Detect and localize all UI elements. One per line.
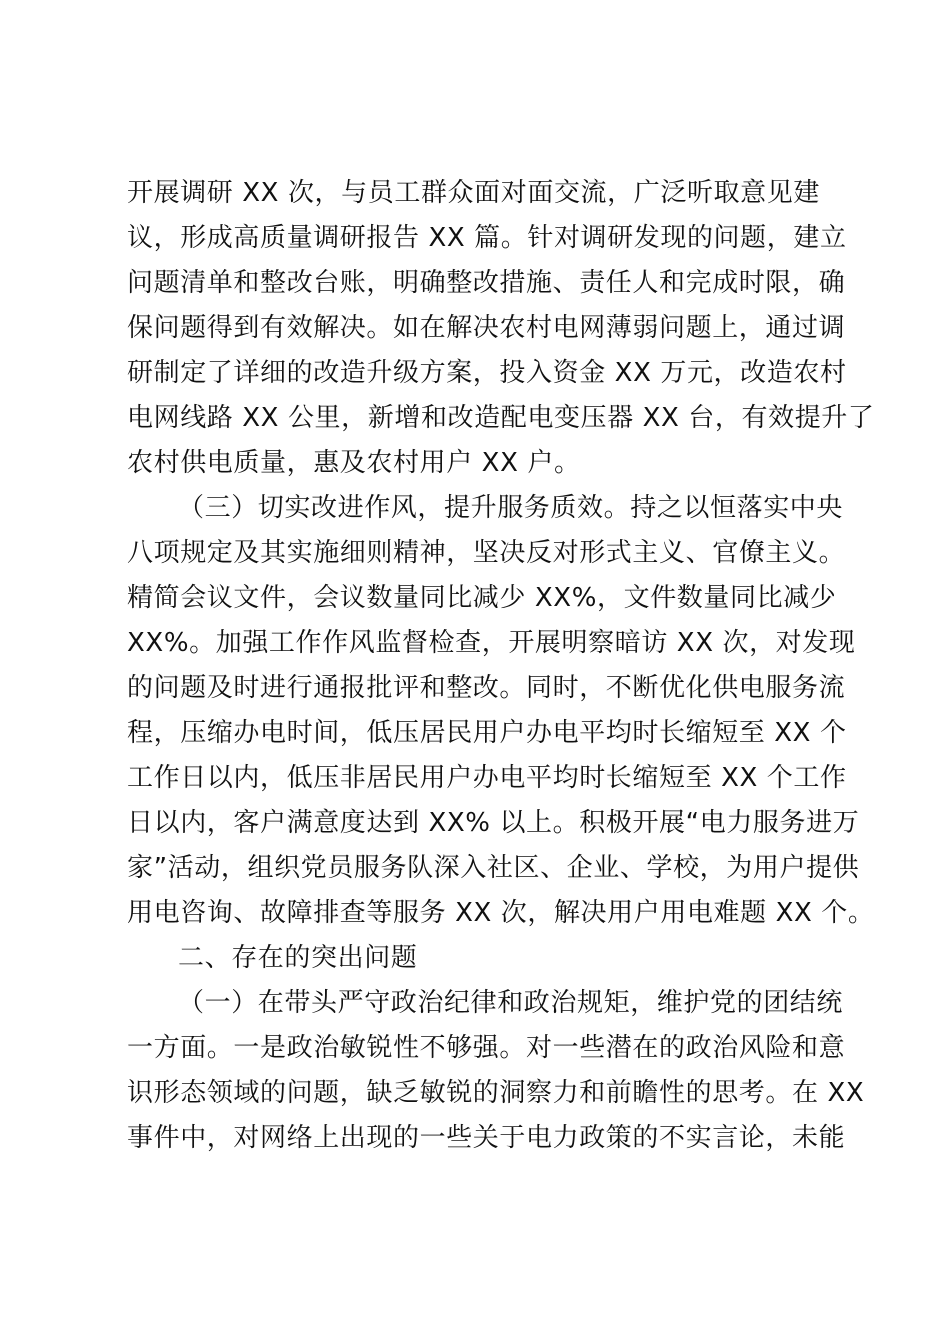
section-heading: 二、存在的突出问题 [178, 943, 418, 973]
text-line: 工作日以内，低压非居民用户办电平均时长缩短至 XX 个工作 [127, 763, 847, 793]
text-line: 研制定了详细的改造升级方案，投入资金 XX 万元，改造农村 [127, 358, 847, 388]
text-line: 农村供电质量，惠及农村用户 XX 户。 [127, 448, 581, 478]
text-line: 八项规定及其实施细则精神，坚决反对形式主义、官僚主义。 [127, 538, 846, 568]
text-line: 日以内，客户满意度达到 XX% 以上。积极开展“电力服务进万 [127, 808, 860, 838]
text-line: 的问题及时进行通报批评和整改。同时，不断优化供电服务流 [127, 673, 846, 703]
text-line: 开展调研 XX 次，与员工群众面对面交流，广泛听取意见建 [127, 178, 820, 208]
text-line: 一方面。一是政治敏锐性不够强。对一些潜在的政治风险和意 [127, 1033, 846, 1063]
text-line: 用电咨询、故障排查等服务 XX 次，解决用户用电难题 XX 个。 [127, 898, 875, 928]
text-line: 电网线路 XX 公里，新增和改造配电变压器 XX 台，有效提升了 [127, 403, 875, 433]
text-line: XX%。加强工作作风监督检查，开展明察暗访 XX 次，对发现 [127, 628, 856, 658]
paragraph-heading-line: （三）切实改进作风，提升服务质效。持之以恒落实中央 [178, 493, 844, 523]
text-line: 家”活动，组织党员服务队深入社区、企业、学校，为用户提供 [127, 853, 860, 883]
text-line: 程，压缩办电时间，低压居民用户办电平均时长缩短至 XX 个 [127, 718, 847, 748]
text-line: 问题清单和整改台账，明确整改措施、责任人和完成时限，确 [127, 268, 846, 298]
text-line: 识形态领域的问题，缺乏敏锐的洞察力和前瞻性的思考。在 XX [127, 1078, 865, 1108]
text-line: 保问题得到有效解决。如在解决农村电网薄弱问题上，通过调 [127, 313, 846, 343]
paragraph-heading-line: （一）在带头严守政治纪律和政治规矩，维护党的团结统 [178, 988, 844, 1018]
text-line: 精简会议文件，会议数量同比减少 XX%，文件数量同比减少 [127, 583, 837, 613]
text-line: 事件中，对网络上出现的一些关于电力政策的不实言论，未能 [127, 1123, 846, 1153]
text-line: 议，形成高质量调研报告 XX 篇。针对调研发现的问题，建立 [127, 223, 847, 253]
